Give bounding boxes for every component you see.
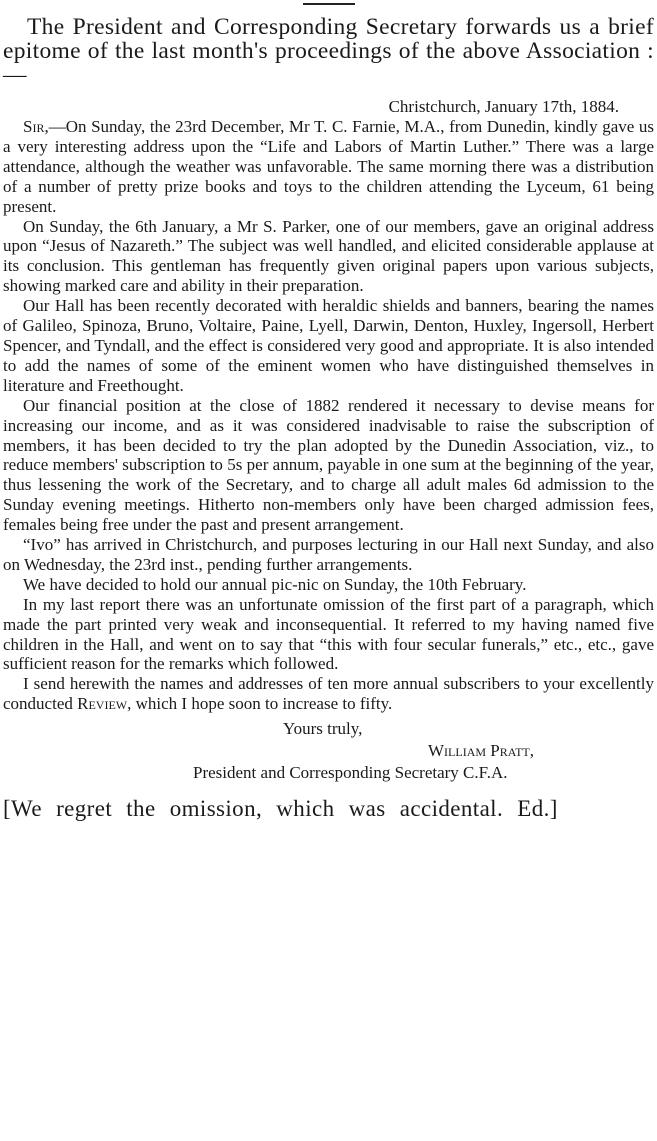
dateline: Christchurch, January 17th, 1884. <box>388 97 619 116</box>
paragraph-8-text: I send herewith the names and addresses of ten more annual subscribers to your excellently conducted <box>3 674 654 714</box>
paragraph-2: On Sunday, the 6th January, a Mr S. Parker, one of our members, gave an original address upon “Jesus of Nazareth.” The subject was well handled, and elicited considerable applause at its conclusion. This gentleman has frequently given original papers upon various subjects, showing marked care and ability in their preparation. <box>3 216 654 296</box>
editor-note: [We regret the omission, which was accidental. Ed.] <box>3 796 558 822</box>
paragraph-7: In my last report there was an unfortunate omission of the first part of a paragraph, which made the part printed very weak and inconsequential. It referred to my having named five children in the Hall, and went on to say that “this with four secular funerals,” etc., etc., gave sufficient reason for the remarks which followed. <box>3 594 654 674</box>
paragraph-1-text: —On Sunday, the 23rd December, Mr T. C. Farnie, M.A., from Dunedin, kindly gave us a very interesting address upon the “Life and Labors of Martin Luther.” There was a large attendance, although the weather was unfavorable. The same morning there was a distribution of a number of pretty prize books and toys to the children attending the Lyceum, 61 being present. <box>3 117 654 216</box>
salutation: Sir, <box>23 117 49 136</box>
top-rule <box>303 3 355 5</box>
closing-yours: Yours truly, <box>283 719 363 739</box>
paragraph-5: “Ivo” has arrived in Christchurch, and purposes lecturing in our Hall next Sunday, and also on Wednesday, the 23rd inst., pending further arrangements. <box>3 535 654 574</box>
paragraph-4: Our financial position at the close of 1882 rendered it necessary to devise means for increasing our income, and as it was considered inadvisable to raise the subscription of members, it has been decided to try the plan adopted by the Dunedin Association, viz., to reduce members' subscription to 5s per annum, payable in one sum at the beginning of the year, thus lessening the work of the Secretary, and to charge all adult males 6d admission to the Sunday evening meetings. Hitherto non-members only have been charged admission fees, females being free under the past and present arrangement. <box>3 395 654 535</box>
article-intro: The President and Corresponding Secretary forwards us a brief epitome of the last month's proceedings of the above Association :— <box>3 14 654 88</box>
review-title: Review, <box>77 694 132 714</box>
paragraph-1 <box>3 117 654 217</box>
signature-title: President and Corresponding Secretary C.F.A. <box>193 763 508 783</box>
signature-name: William Pratt, <box>428 741 534 761</box>
paragraph-8-end: which I hope soon to increase to fifty. <box>135 694 393 714</box>
paragraph-3: Our Hall has been recently decorated with heraldic shields and banners, bearing the names of Galileo, Spinoza, Bruno, Voltaire, Paine, Lyell, Darwin, Denton, Huxley, Ingersoll, Herbert Spencer, and Tyndall, and the effect is considered very good and appropriate. It is also intended to add the names of some of the eminent women who have distinguished themselves in literature and Freethought. <box>3 296 654 395</box>
article-page <box>0 3 657 1141</box>
paragraph-6: We have decided to hold our annual pic-nic on Sunday, the 10th February. <box>23 574 527 594</box>
closing-block <box>3 718 654 784</box>
paragraph-8 <box>3 674 654 714</box>
